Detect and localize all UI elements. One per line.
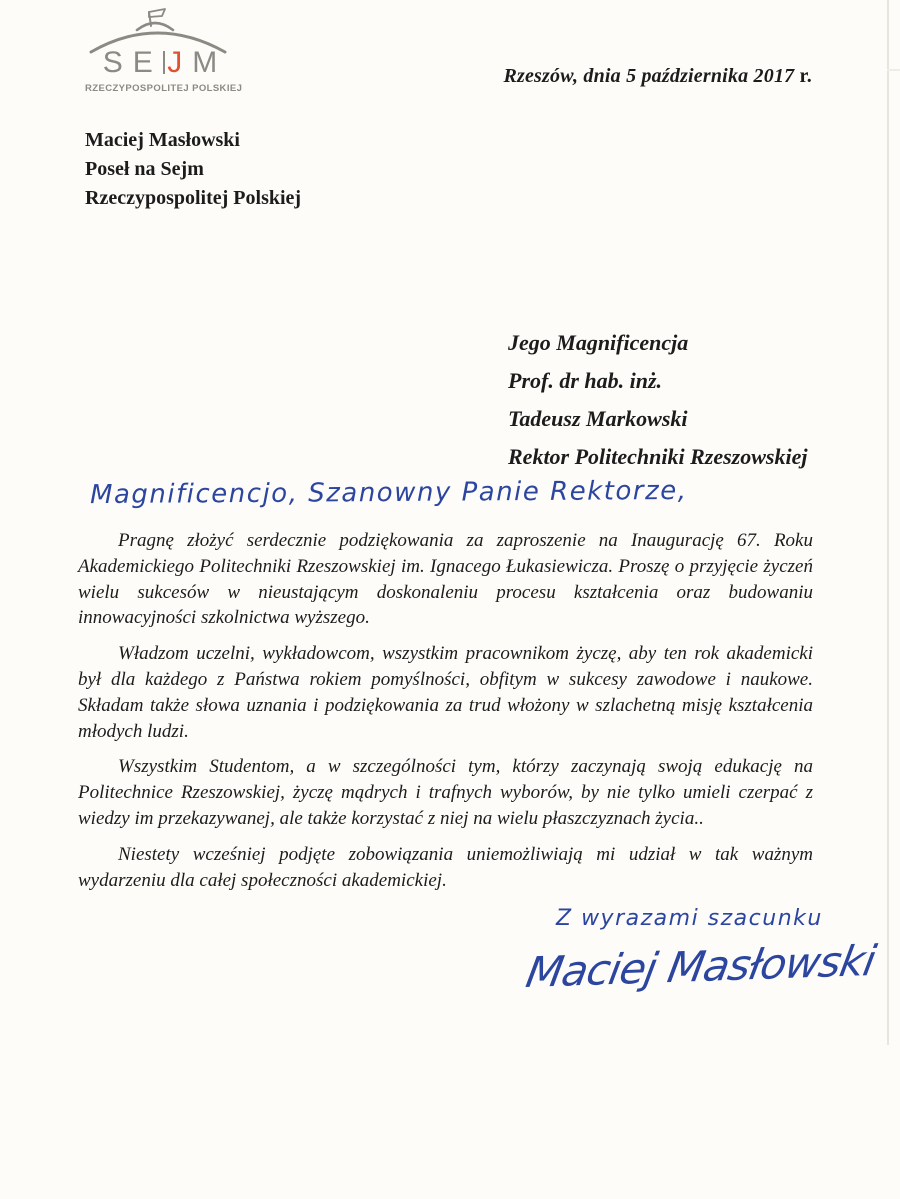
sejm-letter-j: J bbox=[167, 46, 183, 79]
recipient-honorific: Jego Magnificencja bbox=[508, 330, 689, 355]
handwritten-salutation: Magnificencjo, Szanowny Panie Rektorze, bbox=[89, 475, 688, 511]
sender-title-2: Rzeczypospolitej Polskiej bbox=[85, 187, 302, 209]
sejm-letter-s: S bbox=[102, 46, 123, 79]
sejm-letter-m: M bbox=[192, 46, 218, 79]
sender-block bbox=[85, 126, 301, 213]
sejm-bar-glyph bbox=[163, 51, 166, 74]
dateline-suffix: r. bbox=[799, 65, 812, 87]
sejm-logo-subtitle: RZECZYPOSPOLITEJ POLSKIEJ bbox=[85, 83, 243, 94]
sejm-letter-e: E bbox=[132, 46, 153, 79]
body-paragraph-3: Wszystkim Studentom, a w szczególności tym, którzy zaczynają swoją edukację na Politechnice Rzeszowskiej, życzę mądrych i trafnych wyborów, by nie tylko umieli czerpać z wiedzy im przekazywanej, ale także korzystać z niej na wielu płaszczyznach życia.. bbox=[78, 756, 813, 829]
sender-title: Poseł na Sejm bbox=[85, 158, 204, 180]
dateline-place-date: Rzeszów, dnia 5 października 2017 bbox=[503, 65, 800, 87]
recipient-degrees: Prof. dr hab. inż. bbox=[508, 368, 663, 393]
body-paragraph-4: Niestety wcześniej podjęte zobowiązania uniemożliwiają mi udział w tak ważnym wydarzeniu dla całej społeczności akademickiej. bbox=[78, 843, 813, 891]
dateline bbox=[503, 65, 812, 88]
body-paragraph-2: Władzom uczelni, wykładowcom, wszystkim pracownikom życzę, aby ten rok akademicki był dla każdego z Państwa rokiem pomyślności, obfitym w sukcesy zawodowe i naukowe. Składam także słowa uznania i podziękowania za trud włożony w szlachetną misję kształcenia młodych ludzi. bbox=[78, 643, 813, 742]
recipient-block bbox=[508, 324, 807, 476]
sender-name: Maciej Masłowski bbox=[85, 129, 240, 151]
recipient-name: Tadeusz Markowski bbox=[508, 406, 688, 431]
letter-body bbox=[78, 528, 813, 903]
sejm-wordmark bbox=[85, 48, 235, 78]
handwritten-closing: Z wyrazami szacunku bbox=[556, 906, 823, 931]
scan-edge-artifact bbox=[887, 0, 889, 1045]
sejm-logo bbox=[85, 6, 243, 94]
recipient-position: Rektor Politechniki Rzeszowskiej bbox=[508, 444, 808, 469]
handwritten-signature: Maciej Masłowski bbox=[522, 935, 879, 998]
body-paragraph-1: Pragnę złożyć serdecznie podziękowania za zaproszenie na Inaugurację 67. Roku Akademickiego Politechniki Rzeszowskiej im. Ignacego Łukasiewicza. Proszę o przyjęcie życzeń wielu sukcesów w nieustającym doskonaleniu procesu kształcenia oraz budowaniu innowacyjności szkolnictwa wyższego. bbox=[78, 530, 813, 629]
scan-tick-artifact bbox=[887, 69, 900, 71]
